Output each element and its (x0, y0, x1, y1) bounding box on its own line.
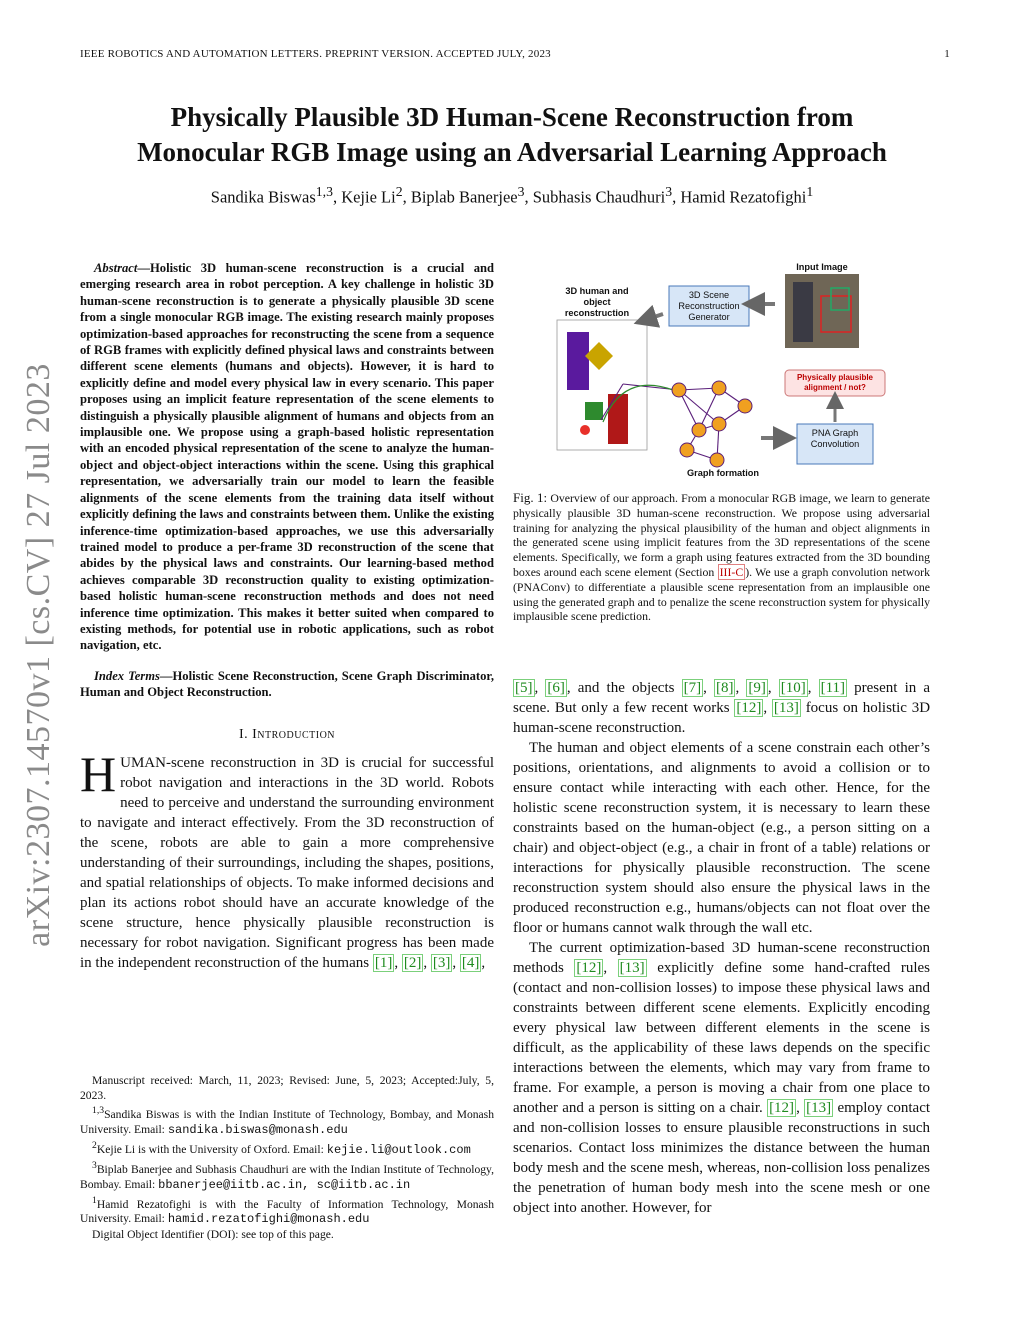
text-run: explicitly define some hand-crafted rules (contact and non-collision losses) to impose these physical laws and constraints between different scene elements. Explicitly encoding every physical law between different elements in the scene is difficult, as the applicability of these laws depends on the specific interactions between the elements, which may vary from frame to frame. For example, a person is moving a chair from one place to another and a person is sitting on a chair. (513, 960, 931, 1116)
citation-link[interactable]: [3] (432, 954, 451, 971)
author-3-affil: 3 (517, 184, 525, 199)
footnote-text: Kejie Li is with the University of Oxford. Email: (96, 1142, 324, 1156)
footnote-author-1 (80, 1103, 494, 1138)
figure-caption (513, 491, 930, 624)
author-2: Kejie Li (341, 187, 396, 207)
caption-label: Fig. 1: (513, 490, 548, 505)
section-name: Introduction (252, 726, 336, 742)
citation-link[interactable]: [4] (461, 954, 480, 971)
text-run: present in a scene. But only a few recent works (513, 680, 931, 716)
paper-title (60, 100, 964, 170)
author-1: Sandika Biswas (210, 187, 316, 207)
red-box-object (608, 394, 628, 444)
citation-link[interactable]: [11] (820, 680, 846, 696)
right-column-figure (513, 262, 930, 624)
right-column-text (513, 678, 930, 1218)
email-link[interactable]: kejie.li@outlook.com (326, 1142, 471, 1157)
drop-cap: H (80, 745, 117, 802)
footnote-sup: 1 (92, 1194, 97, 1206)
author-1-affil: 1,3 (315, 184, 333, 199)
text-run: employ contact and non-collision losses to ensure plausible reconstructions in such scenarios. Contact loss minimizes the distance between the human body mesh and the scene mesh, whereas, non-collision loss penalizes the penetration of human body mesh into the scene mesh or one object into another. However, for (513, 1100, 931, 1216)
section-numeral: I. (238, 726, 253, 742)
arrow-to-reconstruction (645, 314, 663, 320)
label-pna: PNA Graph Convolution (810, 428, 860, 449)
text-run: focus on holistic 3D human-scene reconstruction. (513, 700, 931, 736)
intro-paragraph-3: The current optimization-based 3D human-scene reconstruction methods [12] , [13] explicitly define some hand-crafted rules (contact and non-collision losses) to impose these physical laws and constraints between different scene elements. Explicitly encoding every physical law between different elements in the scene is difficult, as the applicability of these laws depends on the specific interactions between the elements, which may vary from frame to frame. For example, a person is moving a chair from one place to another and a person is sitting on a chair. [12] , [13] employ contact and non-collision losses to ensure plausible reconstructions in such scenarios. Contact loss minimizes the distance between the human body mesh and the scene mesh, whereas, non-collision loss penalizes the penetration of human body mesh into the scene mesh or one object into another. However, for (513, 940, 931, 1216)
label-3d-reconstruction: 3D human and object reconstruction (564, 286, 630, 318)
journal-header: IEEE ROBOTICS AND AUTOMATION LETTERS. PREPRINT VERSION. ACCEPTED JULY, 2023 (80, 48, 551, 60)
footnote-author-3 (80, 1158, 494, 1193)
citation-link[interactable]: [5] (515, 680, 533, 696)
author-4: Subhasis Chaudhuri (532, 187, 666, 207)
section-link[interactable]: III-C (719, 564, 744, 579)
title-line-1: Physically Plausible 3D Human-Scene Reconstruction from (170, 102, 854, 132)
citation-link[interactable]: [2] (403, 954, 422, 971)
citation-link[interactable]: [9] (748, 680, 766, 696)
text-run: , and the objects (566, 680, 675, 696)
intro-paragraph-2: The human and object elements of a scene constrain each other’s positions, orientations, and alignments to avoid a collision or to ensure contact while interacting with each other. Hence, for the holistic scene reconstruction system, it is necessary to learn these constraints based on the human-object (e.g., a person sitting on a chair) and object-object (e.g., a chair in front of a table) relations or interactions for physically plausible reconstruction. The scene reconstruction system should also ensure the physical laws in the produced reconstruction e.g., humans/objects can not float over the floor or humans cannot walk through the wall etc. (513, 740, 930, 936)
intro-paragraph-1-continued: [5] , [6] , and the objects [7] , [8] , [9] , [10] , [11] present in a scene. But only a few recent works [12] , [13] focus on holistic 3D human-scene reconstruction. (513, 680, 931, 736)
email-link[interactable]: hamid.rezatofighi@monash.edu (167, 1212, 370, 1227)
author-3: Biplab Banerjee (410, 187, 518, 207)
arxiv-stamp-text: arXiv:2307.14570v1 [cs.CV] 27 Jul 2023 (20, 363, 57, 947)
label-graph-formation: Graph formation (687, 468, 759, 478)
caption-text: Overview of our approach. From a monocular RGB image, we learn to generate physically plausible 3D human-scene reconstruction. We propose using adversarial training for analyzing the physical plausibility of the human and object alignments in the generated scene using implicit features from the 3D representations of the scene elements. Specifically, we form a graph using features extracted from the 3D bounding boxes around each scene element (Section (513, 491, 930, 579)
author-4-affil: 3 (665, 184, 673, 199)
citation-link[interactable]: [7] (683, 680, 702, 696)
section-heading-introduction (80, 727, 494, 743)
graph-nodes (672, 381, 752, 467)
caption-text-end: ). We use a graph convolution network (PNAConv) to differentiate a plausible scene representation from an implausible one using the generated graph and to penalize the scene reconstruction system for physically implausible scene prediction. (513, 564, 930, 624)
input-image-person (793, 282, 813, 342)
running-header (80, 48, 950, 60)
intro-paragraph-1: HUMAN-scene reconstruction in 3D is crucial for successful robot navigation and interactions in the 3D world. Robots need to perceive and understand the surrounding environment to navigate and interact effectively. From the 3D reconstruction of the scene, robots are able to gain a more comprehensive understanding of their surroundings, including the shapes, positions, and spatial relationships of objects. To make informed decisions and plan its actions robot should have an accurate knowledge of the scene structure, hence physically plausible reconstruction is necessary for robot navigation. Significant progress has been made in the independent reconstruction of the humans [1] , [2] , [3] , [4] , (80, 745, 494, 971)
citation-link[interactable]: [12] (769, 1100, 795, 1116)
citation-link[interactable]: [13] (619, 960, 645, 976)
email-link[interactable]: bbanerjee@iitb.ac.in, sc@iitb.ac.in (158, 1177, 411, 1192)
author-2-affil: 2 (395, 184, 403, 199)
footnote-text: Sandika Biswas is with the Indian Institute of Technology, Bombay, and Monash University. Email: (80, 1107, 494, 1136)
citation-link[interactable]: [13] (806, 1100, 832, 1116)
footnote-author-4 (80, 1193, 494, 1228)
left-column (80, 260, 494, 973)
figure-1 (513, 262, 930, 487)
citation-link[interactable]: [12] (576, 960, 602, 976)
footnote-manuscript: Manuscript received: March, 11, 2023; Revised: June, 5, 2023; Accepted:July, 5, 2023. (80, 1074, 494, 1102)
footnote-sup: 3 (92, 1159, 97, 1171)
label-input-image: Input Image (796, 262, 848, 272)
title-line-2: Monocular RGB Image using an Adversarial Learning Approach (137, 137, 887, 167)
label-plausibility: Physically plausible alignment / not? (796, 373, 874, 392)
green-cube-object (585, 402, 603, 420)
abstract (80, 260, 494, 654)
footnote-sup: 1,3 (92, 1105, 105, 1116)
email-link[interactable]: sandika.biswas@monash.edu (167, 1122, 348, 1137)
intro-p1-text: UMAN-scene reconstruction in 3D is crucial for successful robot navigation and interactions in the 3D world. Robots need to perceive and understand the surrounding environment to navigate and interact effectively. From the 3D reconstruction of the scene, robots are able to gain a more comprehensive understanding of their surroundings, including the shapes, positions, and spatial relationships of objects. To make informed decisions and plan its actions robot should have an accurate knowledge of the scene structure, hence physically plausible reconstruction is necessary for robot navigation. Significant progress has been made in the independent reconstruction of the humans (80, 754, 494, 971)
citation-link[interactable]: [1] (374, 954, 393, 971)
citation-link[interactable]: [8] (715, 680, 734, 696)
arxiv-stamp (14, 360, 64, 950)
citation-link[interactable]: [13] (773, 700, 799, 716)
abstract-label: Abstract (94, 261, 138, 275)
human-mesh (580, 425, 590, 435)
footnote-author-2 (80, 1138, 494, 1158)
index-terms-label: Index Terms (94, 668, 160, 683)
footnote-text: Biplab Banerjee and Subhasis Chaudhuri are with the Indian Institute of Technology, Bombay. Email: (80, 1162, 494, 1191)
author-list: Sandika Biswas$^{1,3}$, Kejie Li$^2$, Biplab Banerjee$^3$, Subhasis Chaudhuri$^3$, Hamid Rezatofighi$^1$ (210, 184, 814, 207)
citation-link[interactable]: [6] (547, 680, 565, 696)
index-terms-text: —Holistic Scene Reconstruction, Scene Graph Discriminator, Human and Object Reconstruction. (80, 668, 494, 700)
footnote-sup: 2 (92, 1139, 97, 1151)
page-number: 1 (944, 48, 950, 60)
footnote-doi: Digital Object Identifier (DOI): see top of this page. (92, 1228, 334, 1242)
index-terms (80, 668, 494, 701)
author-5-affil: 1 (806, 184, 814, 199)
citation-link[interactable]: [10] (780, 680, 806, 696)
label-generator: 3D Scene Reconstruction Generator (678, 290, 740, 322)
abstract-text: —Holistic 3D human-scene reconstruction is a crucial and emerging research area in robot perception. A key challenge in holistic 3D human-scene reconstruction is to generate a physically plausible 3D scene from a single monocular RGB image. The existing research mainly proposes optimization-based approaches for reconstructing the scene from a sequence of RGB frames with explicitly defined physical laws and constraints between different scene elements (humans and objects). However, it is hard to explicitly define and model every physical law in every scenario. This paper proposes using an implicit feature representation of the scene elements to distinguish a physically plausible alignment of humans and objects from an implausible one. We propose using a graph-based holistic representation with an encoded physical representation of the scene to analyze the human-object and object-object interactions within the scene. Using this graphical representation, we adversarially train our model to learn the feasible alignments of the scene elements from the training data itself without explicitly defining the laws and constraints between them. Unlike the existing inference-time optimization-based approaches, we use this adversarially trained model to produce a per-frame 3D reconstruction of the scene that abides by the physical laws and constraints. Our learning-based method achieves comparable 3D reconstruction quality to existing optimization-based holistic human-scene reconstruction methods and does not need inference time optimization. This makes it better suited when compared to existing methods, for potential use in robotic applications, such as robot navigation, etc. (80, 261, 494, 653)
purple-box-object (567, 332, 589, 390)
footnote-text: Hamid Rezatofighi is with the Faculty of Information Technology, Monash University. Email: (80, 1197, 494, 1226)
text-run: The current optimization-based 3D human-scene reconstruction methods (513, 940, 930, 976)
author-5: Hamid Rezatofighi (680, 187, 807, 207)
citation-link[interactable]: [12] (736, 700, 762, 716)
footnotes (80, 1073, 494, 1242)
